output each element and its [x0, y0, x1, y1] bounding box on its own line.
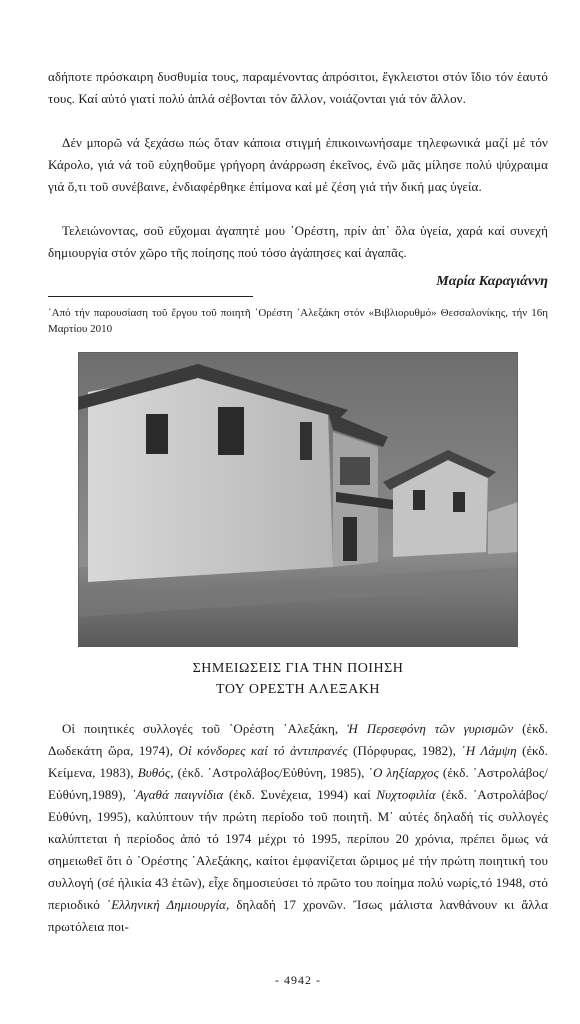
text-run: (Πόρφυρας, 1982), [347, 743, 462, 758]
paragraph-2: Δέν μπορῶ νά ξεχάσω πώς ὅταν κάποια στιγμή ἐπικοινωνήσαμε τηλεφωνικά μαζί μέ τόν Κάρολο, γιά νά τοῦ εὐχηθοῦμε γρήγορη ἀνάρρωση ἐκεῖνος, ἐνῶ μᾶς μίλησε πολύ ψύχραιμα γιά ὅ,τι τοῦ συνέβαινε, ἐνδιαφέρθηκε ἐπίμονα καί μέ ζέση γιά τήν δική μας ὑγεία. [48, 135, 548, 194]
painting-image [78, 352, 518, 647]
footnote: ᾿Από τήν παρουσίαση τοῦ ἔργου τοῦ ποιητῆ ᾿Ορέστη ᾿Αλεξάκη στόν «Βιβλιορυθμό» Θεσσαλονίκης, τήν 16η Μαρτίου 2010 [48, 307, 548, 335]
text-run: (ἐκδ. Δωδεκάτη ὥρα, 1974), [48, 721, 549, 758]
section-title-line-1: ΣΗΜΕΙΩΣΕΙΣ ΓΙΑ ΤΗΝ ΠΟΙΗΣΗ [192, 661, 404, 676]
text-run: (ἐκδ. ᾿Αστρολάβος/Εὐθύνη,1989), [48, 765, 548, 802]
book-title: ᾿Αγαθά παιγνίδια [131, 787, 224, 802]
section-title-line-2: ΤΟΥ ΟΡΕΣΤΗ ΑΛΕΞΑΚΗ [216, 682, 380, 697]
text-run: Οἱ ποιητικές συλλογές τοῦ ᾿Ορέστη ᾿Αλεξάκη, [62, 721, 348, 736]
paragraph-1: αδήποτε πρόσκαιρη δυσθυμία τους, παραμένοντας ἀπρόσιτοι, ἔγκλειστοι στόν ἴδιο τόν ἑαυτό τους. Καί αὐτό γιατί πολύ ἁπλά σέβονται τόν ἄλλον, νοιάζονται γιά τόν ἄλλον. [48, 69, 548, 106]
text-run: (ἐκδ. Συνέχεια, 1994) καί [223, 787, 377, 802]
book-title: Οἱ κόνδορες καί τό ἀντιπρανές [178, 743, 348, 758]
book-title: Νυχτοφιλία [376, 787, 436, 802]
book-title: ῾Ο ληξίαρχος [368, 765, 439, 780]
paragraph-4 [48, 718, 548, 938]
paragraph-3: Τελειώνοντας, σοῦ εὔχομαι ἀγαπητέ μου ᾿Ορέστη, πρίν ἀπ᾿ ὅλα ὑγεία, χαρά καί συνεχή δημιουργία στόν χῶρο τῆς ποίησης πού τόσο ἀγάπησες καί ἀγαπᾶς. [48, 223, 548, 260]
text-run: (ἐκδ. ᾿Αστρολάβος/Εὐθύνη, 1985), [173, 765, 369, 780]
text-run: δηλαδή 17 χρονῶν. Ἴσως μάλιστα λανθάνουν κι ἄλλα πρωτόλεια ποι- [48, 897, 548, 934]
book-title: Βυθός, [137, 765, 174, 780]
footnote-divider [48, 296, 253, 297]
journal-title: ῾Ελληνική Δημιουργία, [106, 897, 230, 912]
book-title: ῾Η Λάμψη [461, 743, 517, 758]
book-title: Ἡ Περσεφόνη τῶν γυρισμῶν [347, 721, 514, 736]
text-run: (ἐκδ. ᾿Αστρολάβος/Εὐθύνη, 1995), καλύπτουν τήν πρώτη περίοδο τοῦ ποιητῆ. Μ᾿ αὐτές δηλαδή τίς συλλογές καλύπτεται ἡ περίοδος ἀπό τό 1974 μέχρι τό 1995, περίπου 20 χρόνια, πρέπει ὅμως νά σημειωθεῖ ὅτι ὁ ᾿Ορέστης ᾿Αλεξάκης, καίτοι ἐμφανίζεται ὥριμος μέ τήν πρώτη ποιητική του συλλογή (σέ ἡλικία 43 ἐτῶν), εἶχε δημοσιεύσει τό πρῶτο του ποίημα πολύ νωρίς,τό 1948, στό περιοδικό [48, 787, 548, 912]
text-run: (ἐκδ. Κείμενα, 1983), [48, 743, 548, 780]
section-title [48, 658, 548, 700]
page-number: - 4942 - [275, 973, 321, 987]
author-signature: Μαρία Καραγιάννη [436, 274, 548, 289]
